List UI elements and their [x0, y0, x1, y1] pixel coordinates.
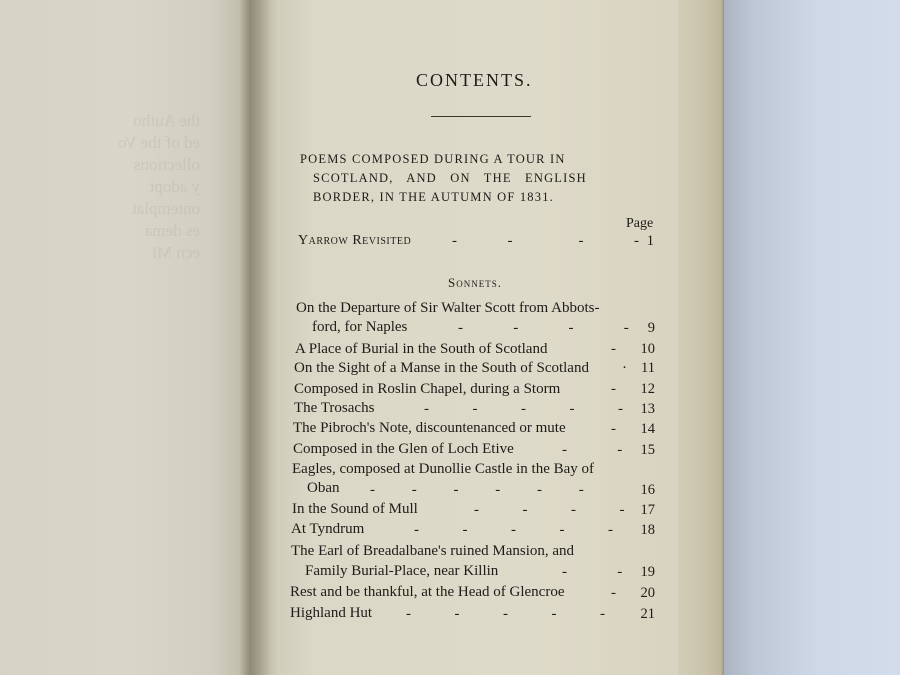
leader-dashes: - - - -	[474, 502, 628, 518]
leader-dashes: -	[611, 341, 616, 357]
toc-entry: The Earl of Breadalbane's ruined Mansion, and	[291, 543, 575, 559]
page-number: 16	[640, 482, 655, 498]
leader-dashes: - - - - -	[424, 401, 626, 417]
leader-dashes: - - - - -	[414, 522, 616, 538]
dashes: - - - -	[452, 233, 643, 249]
leader-dashes	[452, 232, 643, 250]
toc-entry: A Place of Burial in the South of Scotland	[295, 341, 548, 357]
page-number: 9	[647, 320, 655, 336]
toc-entry-continuation: Oban	[307, 480, 340, 496]
section-heading-line: POEMS COMPOSED DURING A TOUR IN	[300, 152, 566, 166]
entry-title: Yarrow Revisited	[298, 233, 412, 248]
leader-dashes: - -	[562, 442, 626, 458]
page-number: 12	[640, 381, 655, 397]
leader-dashes: -	[611, 421, 616, 437]
section-heading	[300, 150, 620, 207]
leader-dashes: - - - -	[458, 320, 632, 336]
toc-entry: On the Sight of a Manse in the South of Scotland	[294, 360, 589, 376]
bleed-line: ecn Mi	[152, 243, 200, 262]
page-column-label: Page	[626, 216, 654, 231]
page-number: 17	[640, 502, 655, 518]
bleed-line: ed of the Vo	[117, 133, 200, 152]
page-number: 19	[640, 564, 655, 580]
toc-entry: Composed in Roslin Chapel, during a Storm	[294, 381, 561, 397]
bleed-line: ollections	[133, 155, 200, 174]
leader-dashes: - -	[562, 564, 626, 580]
toc-entry: Eagles, composed at Dunollie Castle in the Bay of	[292, 461, 595, 477]
bleed-line: es dema	[144, 221, 200, 240]
page-number: 20	[640, 585, 655, 601]
toc-entry: In the Sound of Mull	[292, 501, 418, 517]
toc-entry-yarrow-revisited	[298, 232, 411, 250]
leader-dashes: - - - - - -	[370, 482, 587, 498]
subsection-heading-sonnets: Sonnets.	[448, 275, 502, 290]
toc-entry: Composed in the Glen of Loch Etive	[293, 441, 514, 457]
toc-entry: The Trosachs	[294, 400, 375, 416]
page-number: 1	[646, 233, 654, 249]
page-number: 14	[640, 421, 655, 437]
toc-entry: On the Departure of Sir Walter Scott from Abbots-	[296, 300, 600, 316]
page-number: 13	[640, 401, 655, 417]
leader-dashes: -	[611, 381, 616, 397]
page-number: 11	[641, 360, 655, 376]
page-title: CONTENTS.	[416, 70, 533, 90]
toc-entry: The Pibroch's Note, discountenanced or mute	[293, 420, 566, 436]
page-number: 18	[640, 522, 655, 538]
leader-dashes: - - - - -	[406, 606, 608, 622]
toc-entry: Rest and be thankful, at the Head of Glencroe	[290, 584, 565, 600]
bleed-line: y adopt	[149, 177, 200, 196]
bleed-line: the Autho	[133, 111, 200, 130]
toc-entry: Highland Hut	[290, 605, 373, 621]
section-heading-line: BORDER, IN THE AUTUMN OF 1831.	[313, 190, 554, 204]
section-heading-line: SCOTLAND, AND ON THE ENGLISH	[313, 171, 587, 185]
page-number: 15	[640, 442, 655, 458]
bleed-line: ontemplat	[132, 199, 200, 218]
toc-entry-continuation: Family Burial-Place, near Killin	[305, 563, 499, 579]
toc-entry: At Tyndrum	[291, 521, 365, 537]
toc-entry-continuation: ford, for Naples	[312, 319, 408, 335]
leader-dots: ·	[622, 360, 627, 376]
page-number: 10	[640, 341, 655, 357]
title-rule-divider	[431, 116, 531, 117]
leader-dashes: -	[611, 585, 616, 601]
page-number: 21	[640, 606, 655, 622]
